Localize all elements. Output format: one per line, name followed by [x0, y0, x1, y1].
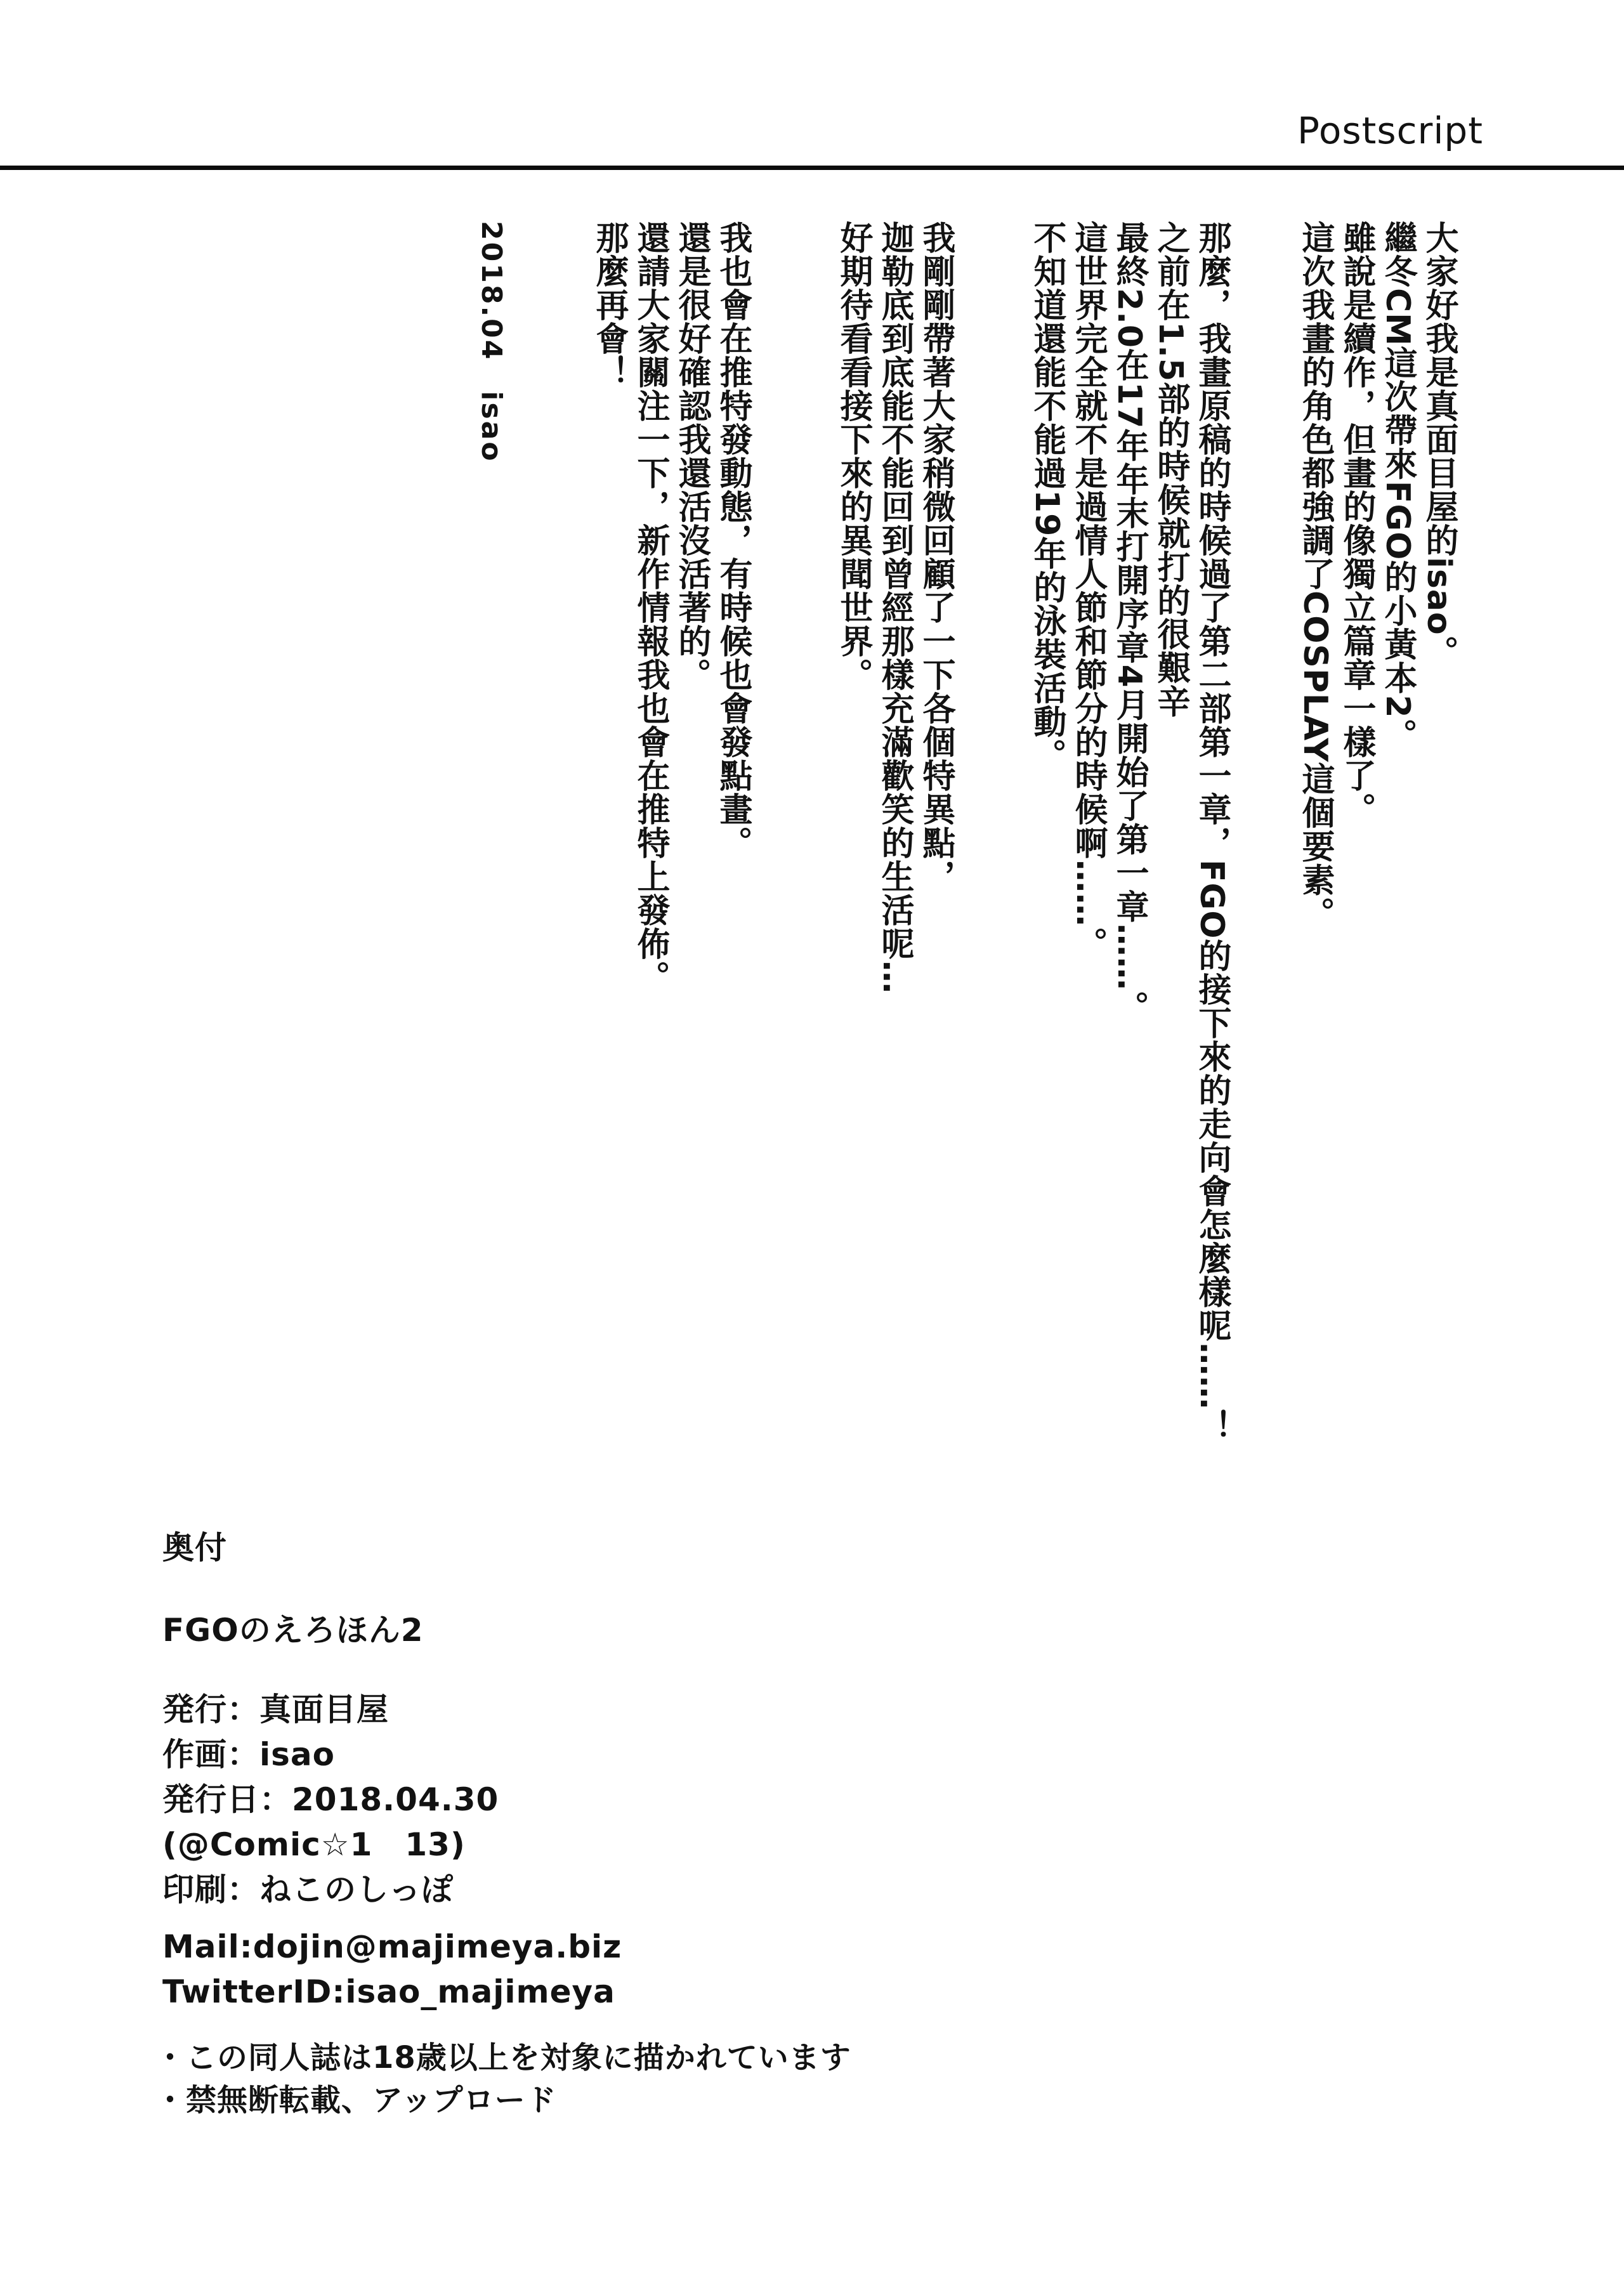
- afterword-column: 還是很好確認我還活沒活著的。: [672, 221, 710, 691]
- issue-date-line: 発行日：2018.04.30: [162, 1781, 499, 1818]
- publisher-line: 発行：真面目屋: [162, 1691, 389, 1728]
- afterword-column: 迦勒底到底能不能回到曾經那樣充滿歡笑的生活呢…: [875, 221, 914, 994]
- colophon-heading: 奥付: [162, 1529, 227, 1566]
- afterword-column: 最終2.0在17年年末打開序章4月開始了第一章……。: [1110, 221, 1148, 1024]
- afterword-column: 那麼再會！: [590, 221, 628, 389]
- afterword-column: 繼冬CM這次帶來FGO的小黃本2。: [1378, 221, 1417, 752]
- afterword-column: 這次我畫的角色都強調了COSPLAY這個要素。: [1296, 221, 1334, 931]
- afterword-column: 雖說是續作，但畫的像獨立篇章一樣了。: [1337, 221, 1375, 826]
- afterword-column: 大家好我是真面目屋的isao。: [1420, 221, 1458, 669]
- afterword-date: 2018.04 isao: [475, 221, 508, 463]
- printer-line: 印刷：ねこのしっぽ: [162, 1871, 454, 1908]
- event-line: (@Comic☆1 13): [162, 1826, 466, 1863]
- artist-line: 作画：isao: [162, 1736, 335, 1773]
- afterword-column: 這世界完全就不是過情人節和節分的時候啊……。: [1069, 221, 1107, 960]
- page-title: Postscript: [1297, 109, 1483, 152]
- doujin-title: FGOのえろほん2: [162, 1612, 424, 1649]
- afterword-column: 不知道還能不能過19年的泳裝活動。: [1028, 221, 1066, 773]
- header-divider: [0, 166, 1624, 170]
- afterword-column: 好期待看看接下來的異聞世界。: [834, 221, 872, 691]
- afterword-column: 我也會在推特發動態，有時候也會發點畫。: [714, 221, 752, 860]
- no-reupload-notice: ・禁無断転載、アップロード: [155, 2082, 557, 2118]
- afterword-text: [471, 221, 1459, 1496]
- afterword-column: 還請大家關注一下，新作情報我也會在推特上發佈。: [631, 221, 669, 994]
- afterword-column: 我剛剛帶著大家稍微回顧了一下各個特異點，: [917, 221, 955, 893]
- age-notice: ・この同人誌は18歳以上を対象に描かれています: [155, 2040, 851, 2076]
- twitter-line: TwitterID:isao_majimeya: [162, 1973, 615, 2010]
- mail-line: Mail:dojin@majimeya.biz: [162, 1928, 622, 1965]
- afterword-column: 之前在1.5部的時候就打的很艱辛: [1151, 221, 1189, 719]
- afterword-column: 那麼，我畫原稿的時候過了第二部第一章，FGO的接下來的走向會怎麼樣呢……！: [1193, 221, 1231, 1444]
